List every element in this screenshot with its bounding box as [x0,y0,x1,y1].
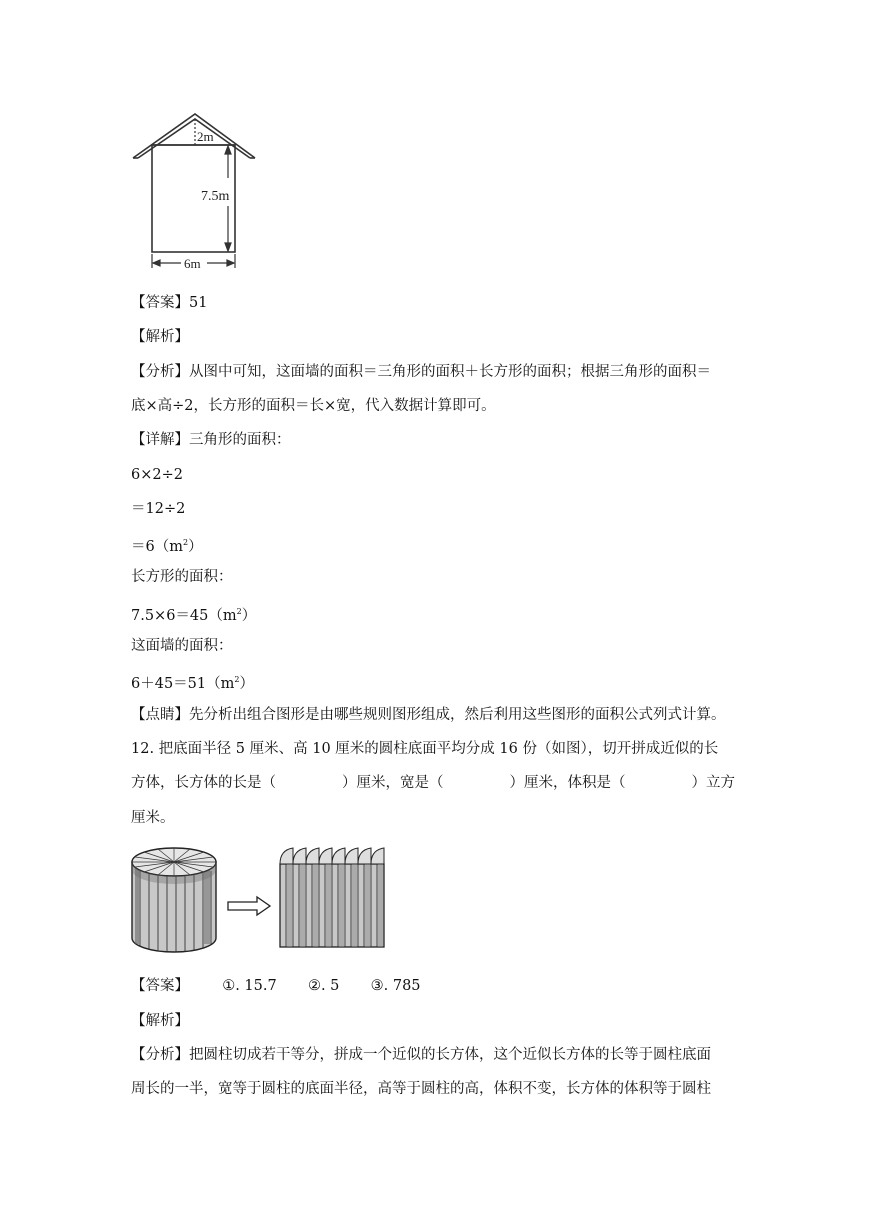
q11-analysis-line1 [131,362,711,382]
width-label: 6m [184,256,201,271]
comment-tag: 【点睛】 [131,707,189,723]
q11-wall-heading: 这面墙的面积： [131,638,233,654]
answer-value: 51 [189,295,208,311]
analysis-tag: 【分析】 [131,364,189,380]
q12-question-line3: 厘米。 [131,810,175,826]
answer-1: ①. 15.7 [222,978,277,994]
q11-calc5 [131,670,254,694]
q11-answer [131,293,207,313]
answer-2: ②. 5 [307,978,340,994]
q11-rect-heading: 长方形的面积： [131,569,233,585]
calc-text: 7.5×6＝45（m [131,608,237,624]
q11-detail [131,430,291,450]
q12-answer [131,976,421,996]
q12-jiexi-tag: 【解析】 [131,1013,189,1029]
calc-text: ） [188,539,203,555]
q12-question-line1: 12. 把底面半径 5 厘米、高 10 厘米的圆柱底面平均分成 16 份（如图），切开拼成近似的长 [131,741,719,757]
cylinder-cuboid-figure [127,840,389,960]
q12-question-line2 [131,773,735,793]
question-text: 方体，长方体的长是（ [131,775,276,791]
q12-analysis-line1 [131,1045,711,1065]
q11-analysis-line2: 底×高÷2，长方形的面积＝长×宽，代入数据计算即可。 [131,398,496,414]
answer-3: ③. 785 [370,978,421,994]
analysis-text: 从图中可知，这面墙的面积＝三角形的面积＋长方形的面积；根据三角形的面积＝ [189,364,711,380]
q11-jiexi-tag: 【解析】 [131,329,189,345]
calc-text: ） [241,608,257,624]
wall-height-label: 7.5m [201,189,230,204]
question-text: ）立方 [691,775,735,791]
q11-calc3 [131,533,203,557]
cuboid [280,848,384,947]
house-figure [125,108,265,278]
q11-calc2: ＝12÷2 [131,501,186,517]
q11-calc4 [131,602,256,626]
right-arrow-icon [228,897,270,915]
superscript: 2 [236,607,242,616]
q12-analysis-line2: 周长的一半，宽等于圆柱的底面半径，高等于圆柱的高，体积不变，长方体的体积等于圆柱 [131,1081,711,1097]
question-text: ）厘米，宽是（ [342,775,444,791]
answer-tag: 【答案】 [131,295,189,311]
answer-tag: 【答案】 [131,978,189,994]
detail-intro: 三角形的面积： [189,432,291,448]
question-text: ）厘米，体积是（ [509,775,626,791]
analysis-text: 把圆柱切成若干等分，拼成一个近似的长方体，这个近似长方体的长等于圆柱底面 [189,1047,711,1063]
calc-text: ＝6（m [131,539,183,555]
detail-tag: 【详解】 [131,432,189,448]
calc-text: ） [239,676,254,692]
roof-height-label: 2m [197,129,214,144]
calc-text: 6＋45＝51（m [131,676,235,692]
superscript: 2 [234,675,240,684]
q11-comment [131,705,726,725]
cylinder [132,848,216,952]
analysis-tag: 【分析】 [131,1047,189,1063]
superscript: 2 [182,538,189,547]
comment-text: 先分析出组合图形是由哪些规则图形组成，然后利用这些图形的面积公式列式计算。 [189,707,726,723]
q11-calc1: 6×2÷2 [131,467,183,483]
